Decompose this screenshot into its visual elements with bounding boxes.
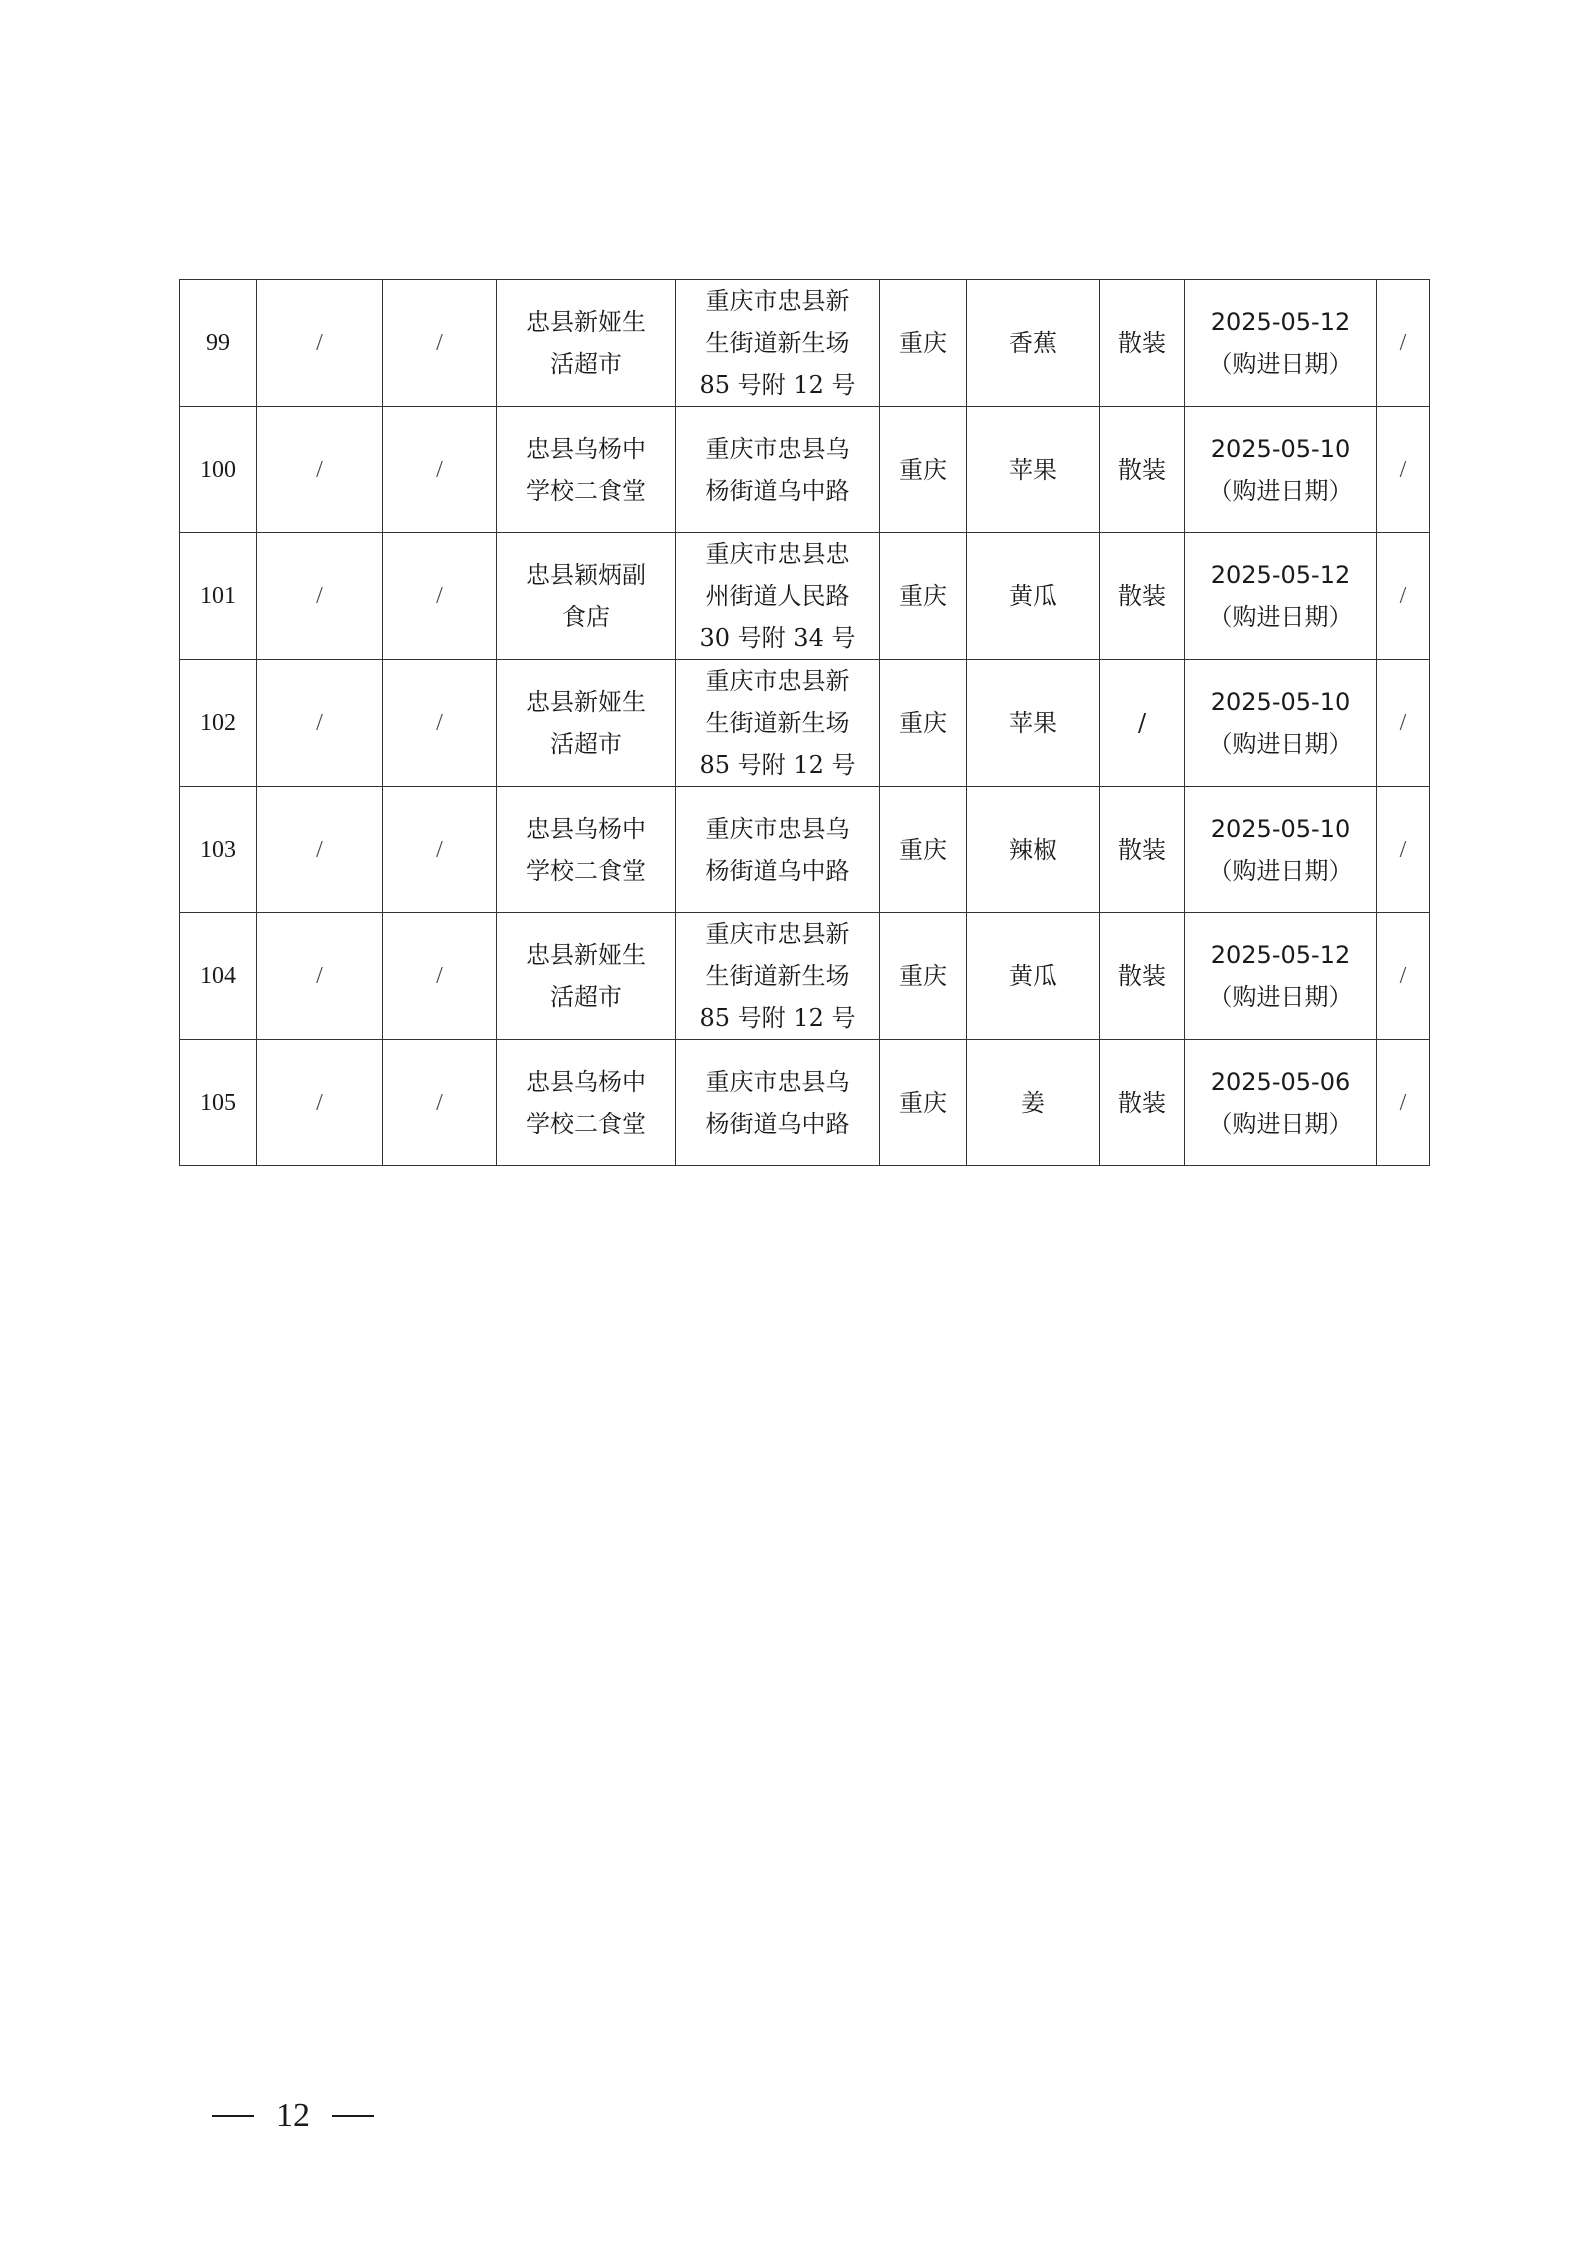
date-cell	[1185, 280, 1377, 407]
date-value: 2025-05-10	[1210, 688, 1351, 716]
sampled-unit-address-line: 重庆市忠县忠	[705, 540, 850, 568]
sampled-unit-address-line: 生街道新生场	[705, 962, 850, 990]
brand-cell: /	[257, 533, 383, 660]
product-name-cell: 姜	[967, 1040, 1100, 1166]
product-name-cell: 黄瓜	[967, 913, 1100, 1040]
sampled-unit-address-line: 杨街道乌中路	[705, 856, 850, 885]
sampled-unit-address-line: 杨街道乌中路	[705, 1109, 850, 1138]
sampled-unit-address-cell	[676, 913, 880, 1040]
sampled-unit-name-line: 活超市	[550, 730, 622, 758]
spec-cell: /	[383, 407, 497, 533]
remarks-cell: /	[1377, 913, 1430, 1040]
sampling-results-table	[179, 279, 1430, 1166]
sequence-number-cell: 104	[180, 913, 257, 1040]
sampled-unit-name-cell	[497, 280, 676, 407]
sampled-unit-name-line: 学校二食堂	[526, 856, 646, 885]
date-cell	[1185, 913, 1377, 1040]
sequence-number-cell: 101	[180, 533, 257, 660]
sampled-unit-name-line: 忠县新娅生	[526, 688, 646, 716]
region-cell: 重庆	[880, 1040, 967, 1166]
package-cell: 散装	[1100, 1040, 1185, 1166]
brand-cell: /	[257, 280, 383, 407]
date-type-note: （购进日期）	[1208, 730, 1353, 758]
product-name-cell: 苹果	[967, 660, 1100, 787]
sampled-unit-name-cell	[497, 660, 676, 787]
sampled-unit-address-line: 重庆市忠县乌	[705, 1067, 850, 1096]
footer-dash-right	[332, 2115, 374, 2117]
table-row	[180, 533, 1430, 660]
sampled-unit-name-line: 忠县新娅生	[526, 941, 646, 969]
date-value: 2025-05-12	[1210, 941, 1351, 969]
product-name-cell: 香蕉	[967, 280, 1100, 407]
sampled-unit-address-line: 生街道新生场	[705, 709, 850, 737]
product-name-cell: 辣椒	[967, 787, 1100, 913]
date-value: 2025-05-06	[1210, 1067, 1351, 1096]
date-cell	[1185, 787, 1377, 913]
date-cell	[1185, 1040, 1377, 1166]
table-row	[180, 913, 1430, 1040]
date-value: 2025-05-12	[1210, 561, 1351, 589]
sampled-unit-address-cell	[676, 660, 880, 787]
sampled-unit-address-line: 85 号附 12 号	[699, 371, 856, 399]
brand-cell: /	[257, 660, 383, 787]
sequence-number-cell: 99	[180, 280, 257, 407]
table-row	[180, 660, 1430, 787]
remarks-cell: /	[1377, 280, 1430, 407]
date-value: 2025-05-10	[1210, 434, 1351, 463]
product-name-cell: 黄瓜	[967, 533, 1100, 660]
table-row	[180, 787, 1430, 913]
sampled-unit-address-cell	[676, 407, 880, 533]
sampled-unit-name-line: 忠县乌杨中	[526, 434, 646, 463]
table-row	[180, 280, 1430, 407]
date-type-note: （购进日期）	[1208, 1109, 1353, 1138]
package-cell: 散装	[1100, 533, 1185, 660]
sampled-unit-name-line: 学校二食堂	[526, 476, 646, 505]
date-value: 2025-05-12	[1210, 308, 1351, 336]
region-cell: 重庆	[880, 280, 967, 407]
sequence-number-cell: 100	[180, 407, 257, 533]
sampled-unit-name-cell	[497, 1040, 676, 1166]
sampled-unit-name-cell	[497, 533, 676, 660]
package-cell: 散装	[1100, 787, 1185, 913]
spec-cell: /	[383, 1040, 497, 1166]
brand-cell: /	[257, 1040, 383, 1166]
table-body	[180, 280, 1430, 1166]
region-cell: 重庆	[880, 660, 967, 787]
package-cell: /	[1100, 660, 1185, 787]
sequence-number-cell: 105	[180, 1040, 257, 1166]
sampled-unit-address-line: 重庆市忠县新	[705, 920, 850, 948]
date-type-note: （购进日期）	[1208, 350, 1353, 378]
sampled-unit-address-line: 重庆市忠县新	[705, 287, 850, 315]
date-cell	[1185, 407, 1377, 533]
package-cell: 散装	[1100, 280, 1185, 407]
sampled-unit-name-line: 忠县颖炳副	[526, 561, 646, 589]
brand-cell: /	[257, 913, 383, 1040]
footer-dash-left	[212, 2115, 254, 2117]
sampled-unit-name-line: 活超市	[550, 983, 622, 1011]
region-cell: 重庆	[880, 913, 967, 1040]
product-name-cell: 苹果	[967, 407, 1100, 533]
sampled-unit-name-line: 忠县新娅生	[526, 308, 646, 336]
spec-cell: /	[383, 787, 497, 913]
page-number: 12	[276, 2097, 310, 2134]
spec-cell: /	[383, 660, 497, 787]
remarks-cell: /	[1377, 787, 1430, 913]
date-value: 2025-05-10	[1210, 814, 1351, 843]
remarks-cell: /	[1377, 1040, 1430, 1166]
sampled-unit-address-line: 重庆市忠县新	[705, 667, 850, 695]
sampled-unit-name-line: 学校二食堂	[526, 1109, 646, 1138]
region-cell: 重庆	[880, 407, 967, 533]
sequence-number-cell: 103	[180, 787, 257, 913]
table-row	[180, 1040, 1430, 1166]
spec-cell: /	[383, 913, 497, 1040]
date-cell	[1185, 533, 1377, 660]
date-type-note: （购进日期）	[1208, 856, 1353, 885]
sampled-unit-name-cell	[497, 787, 676, 913]
date-type-note: （购进日期）	[1208, 603, 1353, 631]
sampled-unit-address-line: 30 号附 34 号	[699, 624, 856, 652]
page-footer	[212, 2097, 374, 2135]
sampled-unit-address-line: 生街道新生场	[705, 329, 850, 357]
sampled-unit-address-line: 重庆市忠县乌	[705, 434, 850, 463]
sampled-unit-address-cell	[676, 533, 880, 660]
date-type-note: （购进日期）	[1208, 476, 1353, 505]
remarks-cell: /	[1377, 407, 1430, 533]
remarks-cell: /	[1377, 660, 1430, 787]
sampled-unit-address-cell	[676, 1040, 880, 1166]
sampled-unit-address-line: 州街道人民路	[705, 582, 850, 610]
sampled-unit-address-line: 杨街道乌中路	[705, 476, 850, 505]
date-cell	[1185, 660, 1377, 787]
table-row	[180, 407, 1430, 533]
sampled-unit-address-cell	[676, 280, 880, 407]
sampled-unit-address-cell	[676, 787, 880, 913]
sampled-unit-name-cell	[497, 407, 676, 533]
sampled-unit-name-line: 忠县乌杨中	[526, 1067, 646, 1096]
spec-cell: /	[383, 280, 497, 407]
brand-cell: /	[257, 787, 383, 913]
brand-cell: /	[257, 407, 383, 533]
sampled-unit-name-line: 忠县乌杨中	[526, 814, 646, 843]
sampled-unit-address-line: 重庆市忠县乌	[705, 814, 850, 843]
sampled-unit-address-line: 85 号附 12 号	[699, 751, 856, 779]
sampled-unit-address-line: 85 号附 12 号	[699, 1004, 856, 1032]
package-cell: 散装	[1100, 913, 1185, 1040]
date-type-note: （购进日期）	[1208, 983, 1353, 1011]
region-cell: 重庆	[880, 787, 967, 913]
sampled-unit-name-line: 活超市	[550, 350, 622, 378]
sampled-unit-name-line: 食店	[562, 603, 610, 631]
package-cell: 散装	[1100, 407, 1185, 533]
sampled-unit-name-cell	[497, 913, 676, 1040]
spec-cell: /	[383, 533, 497, 660]
region-cell: 重庆	[880, 533, 967, 660]
remarks-cell: /	[1377, 533, 1430, 660]
sequence-number-cell: 102	[180, 660, 257, 787]
